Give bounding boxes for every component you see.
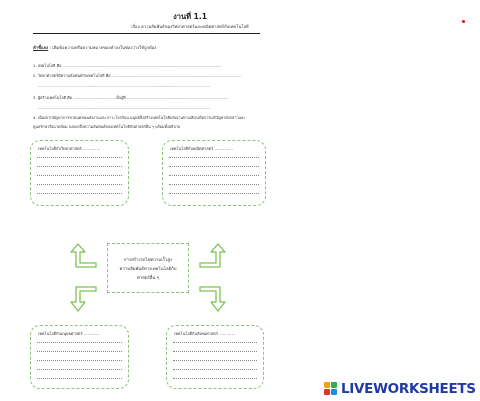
answer-line[interactable] bbox=[173, 351, 257, 352]
arrow-up-left-icon bbox=[66, 243, 100, 269]
liveworksheets-logo-icon bbox=[324, 382, 339, 397]
answer-line[interactable] bbox=[37, 184, 122, 185]
question-4-line-1: 4. เนื่องจากปัญหาการขาดแคลนพลังงานและภาวะโลกร้อน มนุษย์จึงสร้างเทคโนโลยีพลังงานทางเลือกเพื่อการแก้ปัญหาดังกล่าวและ bbox=[33, 115, 246, 120]
instructions-text: : เติมข้อความหรือความหมายของคำลงในช่องว่างให้ถูกต้อง bbox=[48, 45, 157, 50]
liveworksheets-logo bbox=[324, 381, 476, 397]
center-topic-box bbox=[107, 243, 189, 293]
answer-line[interactable] bbox=[37, 360, 122, 361]
box-math[interactable] bbox=[162, 140, 266, 206]
arrow-down-right-icon bbox=[196, 285, 230, 313]
worksheet-subtitle: เรื่อง ความสัมพันธ์ของวิทยาศาสตร์และคณิตศาสตร์กับเทคโนโลยี bbox=[131, 24, 249, 29]
arrow-down-left-icon bbox=[66, 285, 100, 313]
box-math-title: เทคโนโลยีกับคณิตศาสตร์ ............... bbox=[170, 146, 233, 151]
box-science[interactable] bbox=[30, 140, 129, 206]
title-divider bbox=[33, 33, 260, 34]
instructions bbox=[33, 44, 156, 51]
answer-line[interactable] bbox=[37, 342, 122, 343]
box-social-title: เทคโนโลยีกับสังคมศาสตร์ ............. bbox=[174, 331, 236, 336]
center-line-2: ความสัมพันธ์ทางเทคโนโลยีกับ bbox=[119, 267, 177, 272]
answer-line[interactable] bbox=[37, 378, 122, 379]
arrow-up-right-icon bbox=[196, 243, 230, 269]
center-line-3: ศาสตร์อื่น ๆ bbox=[136, 276, 160, 281]
question-3[interactable]: 3. ผู้สร้างเทคโนโลยี คือ ......................................... เป็นผู้ที่ ..................................................................................................... bbox=[33, 95, 229, 100]
answer-line[interactable] bbox=[173, 342, 257, 343]
answer-line[interactable] bbox=[169, 184, 259, 185]
box-humanities-title: เทคโนโลยีกับมนุษยศาสตร์ ............. bbox=[38, 331, 100, 336]
answer-line[interactable] bbox=[37, 157, 122, 158]
answer-line[interactable] bbox=[169, 157, 259, 158]
answer-line[interactable] bbox=[173, 369, 257, 370]
question-3-line-2[interactable]: ........................................................................................................................................................................... bbox=[38, 105, 211, 110]
box-humanities[interactable] bbox=[30, 325, 129, 389]
red-dot-marker bbox=[462, 20, 465, 23]
question-2-line-2[interactable]: ........................................................................................................................................................................... bbox=[38, 83, 211, 88]
instructions-label: คำชี้แจง bbox=[33, 45, 49, 50]
box-social[interactable] bbox=[166, 325, 264, 389]
answer-line[interactable] bbox=[37, 166, 122, 167]
center-line-1: การสร้างรถไฟความเร็วสูง bbox=[123, 258, 173, 263]
question-2[interactable]: 2. วิทยาศาสตร์มีความสัมพันธ์กับเทคโนโลยี คือ ................................................................................................................................ bbox=[33, 73, 241, 78]
answer-line[interactable] bbox=[169, 166, 259, 167]
answer-line[interactable] bbox=[169, 175, 259, 176]
question-1[interactable]: 1. เทคโนโลยี คือ ............................................................................................................................................................. bbox=[33, 63, 221, 68]
worksheet-title: งานที่ 1.1 bbox=[173, 12, 207, 21]
answer-line[interactable] bbox=[37, 369, 122, 370]
box-science-title: เทคโนโลยีกับวิทยาศาสตร์ .............. bbox=[38, 146, 101, 151]
answer-line[interactable] bbox=[173, 378, 257, 379]
liveworksheets-logo-text: LIVEWORKSHEETS bbox=[341, 381, 476, 397]
answer-line[interactable] bbox=[37, 193, 122, 194]
answer-line[interactable] bbox=[173, 360, 257, 361]
question-4-line-2: ดูแลรักษาสิ่งแวดล้อม จงบอกถึงความสัมพันธ์ของเทคโนโลยีกับศาสตร์อื่น ๆ พร้อมทั้งอธิบาย bbox=[33, 124, 181, 129]
answer-line[interactable] bbox=[37, 351, 122, 352]
answer-line[interactable] bbox=[169, 193, 259, 194]
answer-line[interactable] bbox=[37, 175, 122, 176]
